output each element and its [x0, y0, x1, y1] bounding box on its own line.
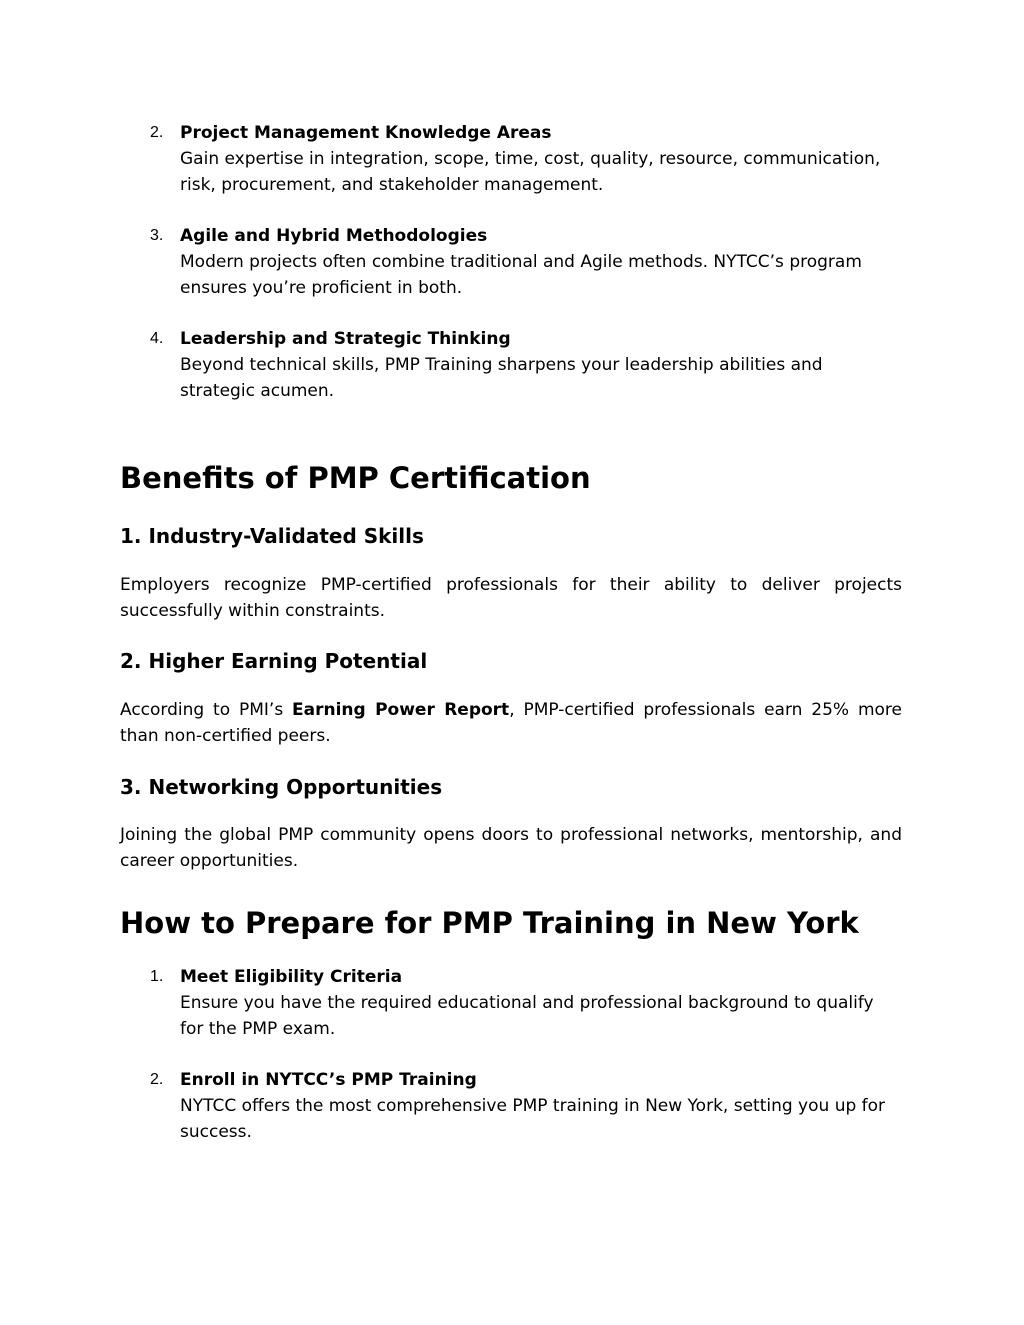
list-item-title: Project Management Knowledge Areas	[180, 123, 552, 143]
benefit-heading-skills: 1. Industry-Validated Skills	[120, 524, 424, 548]
list-item-title: Enroll in NYTCC’s PMP Training	[180, 1070, 477, 1090]
benefit-text-earning-before: According to PMI’s	[120, 700, 293, 720]
list-item-number: 4.	[150, 330, 164, 347]
list-item-number: 3.	[150, 227, 164, 244]
prepare-heading: How to Prepare for PMP Training in New York	[120, 906, 859, 940]
benefit-text-skills: Employers recognize PMP-certified professionals for their ability to deliver projects successfully within constraints.	[120, 575, 902, 621]
list-item-description: Gain expertise in integration, scope, time, cost, quality, resource, communication, risk, procurement, and stakeholder management.	[180, 149, 881, 195]
list-item-body	[180, 1067, 900, 1145]
benefit-text-earning-after: , PMP-certified professionals earn 25% more than non-certified peers.	[120, 700, 902, 746]
benefits-heading: Benefits of PMP Certification	[120, 461, 591, 495]
list-item-body	[180, 120, 900, 198]
benefit-text-networking: Joining the global PMP community opens doors to professional networks, mentorship, and career opportunities.	[120, 825, 902, 871]
list-item-description: Beyond technical skills, PMP Training sharpens your leadership abilities and strategic acumen.	[180, 355, 823, 401]
list-item-body	[180, 223, 900, 301]
benefit-heading-earning: 2. Higher Earning Potential	[120, 649, 428, 673]
list-item-number: 2.	[150, 124, 164, 141]
list-item-number: 1.	[150, 968, 164, 985]
list-item-description: Modern projects often combine traditional and Agile methods. NYTCC’s program ensures you’re proficient in both.	[180, 252, 862, 298]
list-item-number: 2.	[150, 1071, 164, 1088]
list-item-title: Agile and Hybrid Methodologies	[180, 226, 488, 246]
list-item-body	[180, 326, 900, 404]
list-item-body	[180, 964, 900, 1042]
list-item-title: Meet Eligibility Criteria	[180, 967, 403, 987]
list-item-description: Ensure you have the required educational and professional background to qualify for the PMP exam.	[180, 993, 874, 1039]
benefit-heading-networking: 3. Networking Opportunities	[120, 775, 443, 799]
benefit-text-earning	[120, 697, 902, 749]
earning-power-report-text: Earning Power Report	[292, 700, 510, 720]
list-item-description: NYTCC offers the most comprehensive PMP training in New York, setting you up for success.	[180, 1096, 886, 1142]
list-item-title: Leadership and Strategic Thinking	[180, 329, 511, 349]
